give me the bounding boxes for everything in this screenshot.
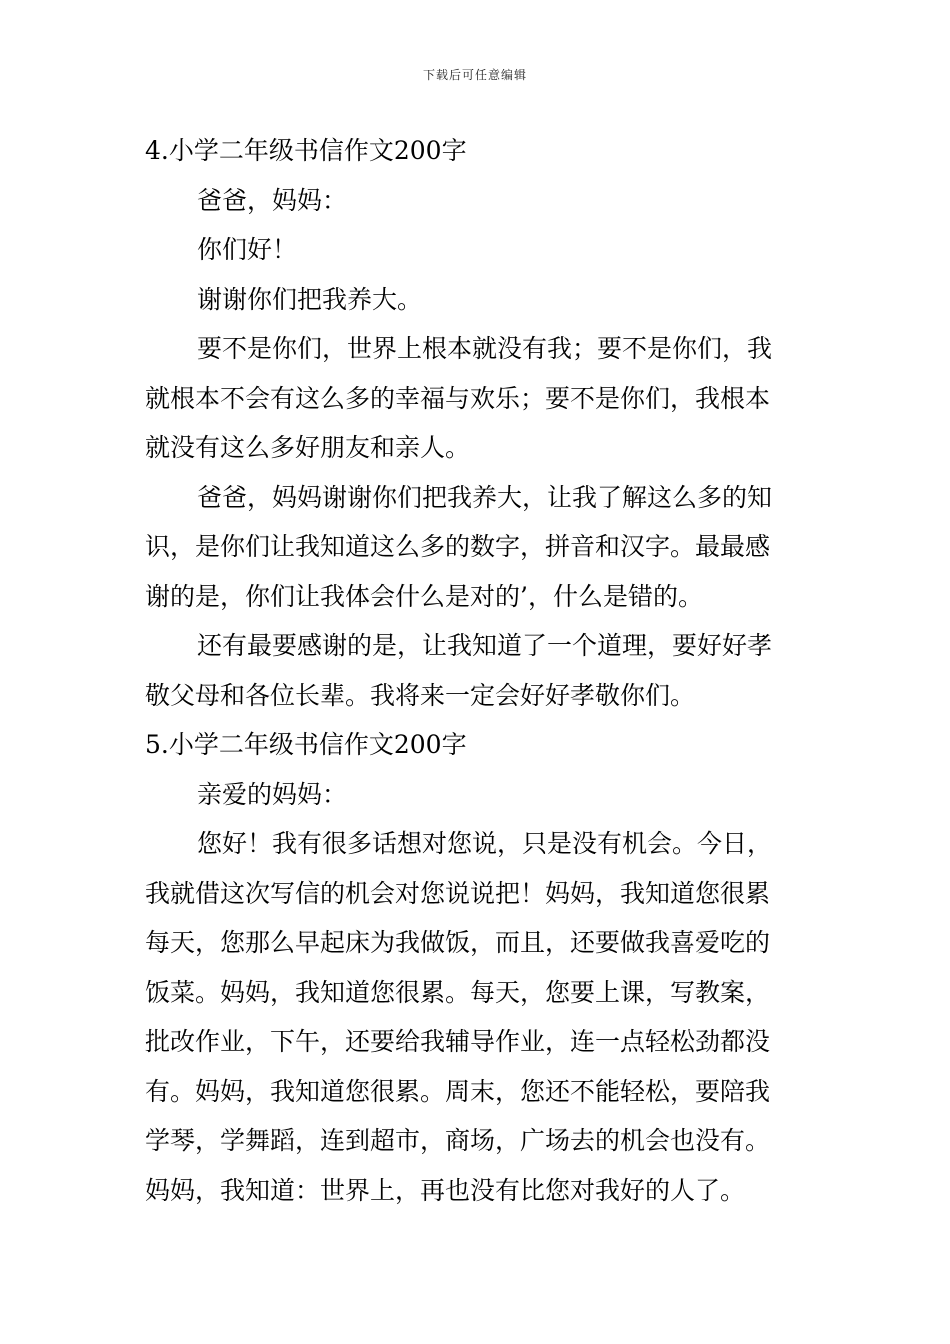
paragraph-line: 您好！我有很多话想对您说，只是没有机会。今日， (197, 829, 773, 858)
salutation: 爸爸，妈妈： (197, 185, 348, 215)
paragraph-line: 我就借这次写信的机会对您说说把！妈妈，我知道您很累 (145, 878, 771, 908)
paragraph-line: 谢谢你们把我养大。 (197, 284, 423, 314)
paragraph-line: 识，是你们让我知道这么多的数字，拼音和汉字。最最感 (145, 532, 771, 561)
paragraph-line: 谢的是，你们让我体会什么是对的’，什么是错的。 (145, 581, 703, 611)
paragraph-line: 要不是你们，世界上根本就没有我；要不是你们，我 (197, 334, 773, 363)
paragraph-line: 爸爸，妈妈谢谢你们把我养大，让我了解这么多的知 (197, 482, 773, 512)
paragraph-line: 批改作业，下午，还要给我辅导作业，连一点轻松劲都没 (145, 1027, 771, 1056)
page-header: 下载后可任意编辑 (422, 68, 527, 82)
salutation: 亲爱的妈妈： (197, 779, 348, 809)
paragraph-line: 就根本不会有这么多的幸福与欢乐；要不是你们，我根本 (145, 383, 771, 413)
paragraph-line: 妈妈，我知道：世界上，再也没有比您对我好的人了。 (145, 1175, 746, 1205)
document-body (145, 126, 807, 1215)
paragraph-line: 学琴，学舞蹈，连到超市，商场，广场去的机会也没有。 (145, 1126, 771, 1155)
section-heading: 4.小学二年级书信作文200字 (145, 136, 467, 165)
paragraph-line: 敬父母和各位长辈。我将来一定会好好孝敬你们。 (145, 680, 696, 710)
paragraph-line: 还有最要感谢的是，让我知道了一个道理，要好好孝 (197, 631, 773, 660)
greeting: 你们好！ (197, 235, 298, 264)
paragraph-line: 有。妈妈，我知道您很累。周末，您还不能轻松，要陪我 (145, 1076, 771, 1106)
paragraph-line: 每天，您那么早起床为我做饭，而且，还要做我喜爱吃的 (145, 928, 771, 957)
paragraph-line: 饭菜。妈妈，我知道您很累。每天，您要上课，写教案， (145, 977, 771, 1007)
section-heading: 5.小学二年级书信作文200字 (145, 730, 467, 759)
paragraph-line: 就没有这么多好朋友和亲人。 (145, 433, 471, 462)
